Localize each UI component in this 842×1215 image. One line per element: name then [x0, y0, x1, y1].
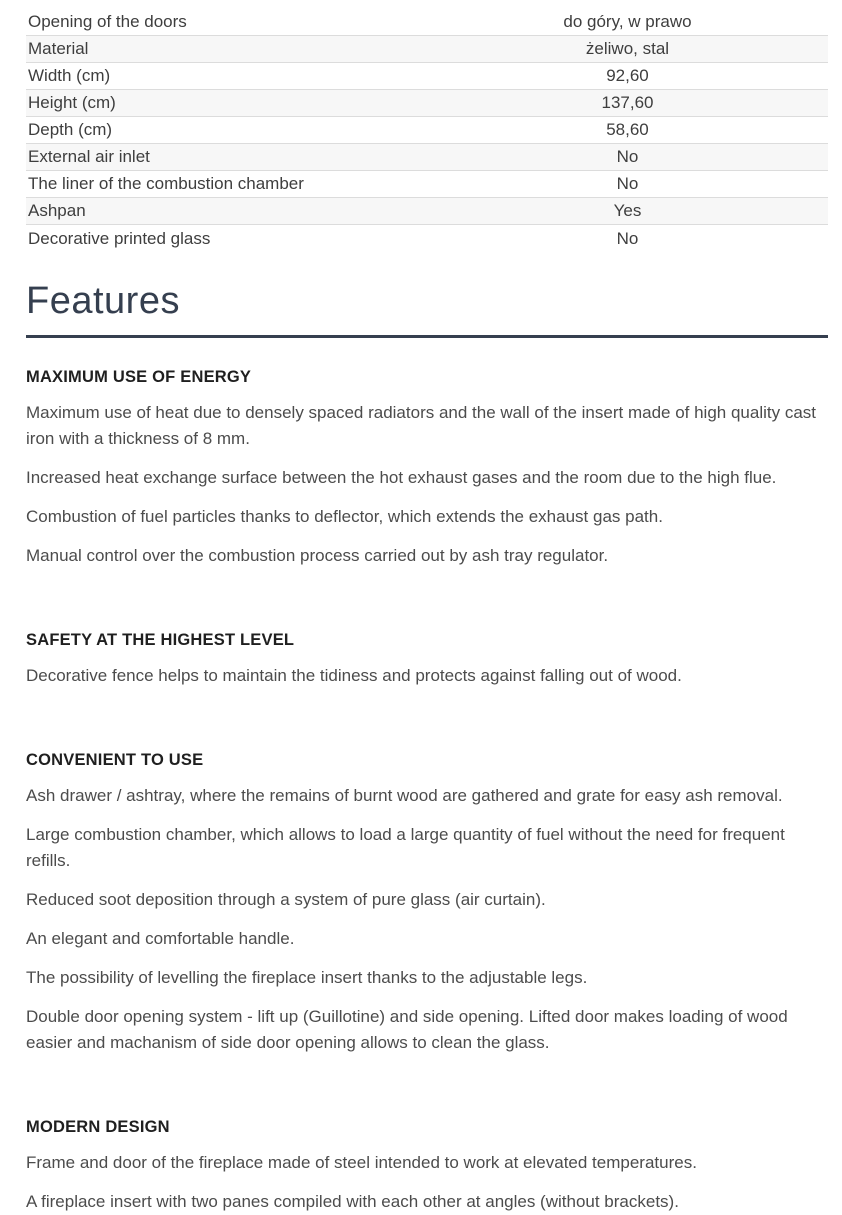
feature-paragraph: Large combustion chamber, which allows to load a large quantity of fuel without the need for frequent refills.: [26, 824, 785, 870]
feature-section-energy: [26, 368, 828, 569]
features-title: Features: [26, 280, 180, 322]
spec-value: 92,60: [606, 66, 649, 85]
spec-label: Height (cm): [28, 93, 116, 112]
feature-section-convenience: [26, 751, 828, 1056]
spec-value: żeliwo, stal: [585, 39, 670, 58]
feature-section-design: [26, 1118, 828, 1215]
table-row: [26, 90, 828, 117]
table-row: [26, 144, 828, 171]
spec-label: Decorative printed glass: [28, 228, 211, 248]
feature-paragraph: Ash drawer / ashtray, where the remains of burnt wood are gathered and grate for easy ash removal.: [26, 785, 783, 805]
page-content: [26, 0, 828, 1215]
feature-paragraph: Maximum use of heat due to densely spaced radiators and the wall of the insert made of high quality cast iron with a thickness of 8 mm.: [26, 402, 817, 448]
spec-label: Width (cm): [28, 66, 111, 85]
feature-paragraph: Manual control over the combustion process carried out by ash tray regulator.: [26, 545, 609, 565]
features-divider: [26, 335, 828, 338]
spec-label: Opening of the doors: [28, 12, 187, 31]
spec-value: No: [616, 174, 639, 193]
feature-paragraph: An elegant and comfortable handle.: [26, 928, 295, 948]
table-row: [26, 117, 828, 144]
spec-value: 137,60: [601, 93, 654, 112]
section-heading: SAFETY AT THE HIGHEST LEVEL: [26, 630, 295, 649]
spec-label: Depth (cm): [28, 120, 113, 139]
feature-paragraph: A fireplace insert with two panes compiled with each other at angles (without brackets).: [26, 1191, 679, 1211]
table-row: [26, 198, 828, 225]
spec-label: External air inlet: [28, 147, 150, 166]
spec-value: Yes: [613, 201, 642, 220]
feature-section-safety: [26, 631, 828, 689]
feature-paragraph: Reduced soot deposition through a system of pure glass (air curtain).: [26, 889, 546, 909]
table-row: [26, 63, 828, 90]
feature-paragraph: Frame and door of the fireplace made of steel intended to work at elevated temperatures.: [26, 1152, 697, 1172]
spec-value: do góry, w prawo: [563, 12, 692, 31]
table-row: [26, 171, 828, 198]
spec-value: No: [616, 228, 639, 248]
feature-paragraph: Increased heat exchange surface between the hot exhaust gases and the room due to the high flue.: [26, 467, 777, 487]
feature-paragraph: Combustion of fuel particles thanks to deflector, which extends the exhaust gas path.: [26, 506, 663, 526]
spec-label: Ashpan: [28, 201, 86, 220]
table-row: [26, 225, 828, 252]
spec-label: Material: [28, 39, 89, 58]
table-row: [26, 9, 828, 36]
section-heading: CONVENIENT TO USE: [26, 750, 204, 769]
section-heading: MAXIMUM USE OF ENERGY: [26, 367, 252, 386]
feature-paragraph: Double door opening system - lift up (Guillotine) and side opening. Lifted door makes loading of wood easier and machanism of side door opening allows to clean the glass.: [26, 1006, 788, 1052]
spec-label: The liner of the combustion chamber: [28, 174, 304, 193]
feature-paragraph: The possibility of levelling the fireplace insert thanks to the adjustable legs.: [26, 967, 588, 987]
feature-paragraph: Decorative fence helps to maintain the tidiness and protects against falling out of wood.: [26, 665, 682, 685]
spec-value: No: [616, 147, 639, 166]
spec-table: [26, 9, 828, 252]
table-row: [26, 36, 828, 63]
section-heading: MODERN DESIGN: [26, 1117, 170, 1136]
spec-value: 58,60: [606, 120, 649, 139]
